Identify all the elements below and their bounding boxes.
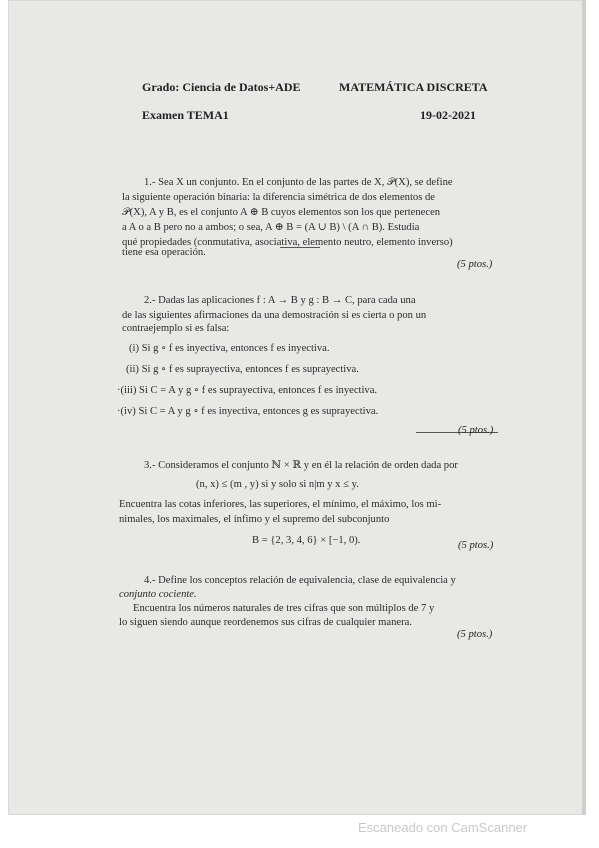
q3-line: Encuentra las cotas inferiores, las superiores, el mínimo, el máximo, los mi-: [119, 499, 442, 510]
q3-line: 3.- Consideramos el conjunto ℕ × ℝ y en él la relación de orden dada por: [144, 460, 458, 471]
q3-formula: B = {2, 3, 4, 6} × [−1, 0).: [252, 535, 361, 546]
degree-title: Grado: Ciencia de Datos+ADE: [142, 80, 301, 94]
q2-item: (i) Si g ∘ f es inyectiva, entonces f es inyectiva.: [129, 343, 330, 354]
q4-line: lo siguen siendo aunque reordenemos sus cifras de cualquier manera.: [119, 617, 412, 628]
q1-line: 1.- Sea X un conjunto. En el conjunto de las partes de X, 𝒫(X), se define: [144, 177, 453, 188]
q1-line: a A o a B pero no a ambos; o sea, A ⊕ B = (A ∪ B) \ (A ∩ B). Estudia: [122, 222, 420, 233]
q2-item: ·(iv) Si C = A y g ∘ f es inyectiva, entonces g es suprayectiva.: [117, 406, 379, 417]
q1-points: (5 ptos.): [457, 259, 493, 270]
course-title: MATEMÁTICA DISCRETA: [339, 80, 488, 94]
q2-item: ·(iii) Si C = A y g ∘ f es suprayectiva, entonces f es inyectiva.: [117, 385, 378, 396]
q2-points: (5 ptos.): [458, 425, 494, 436]
exam-title: Examen TEMA1: [142, 108, 229, 122]
pen-underline: [280, 247, 320, 248]
exam-date: 19-02-2021: [420, 108, 476, 122]
q3-line: nimales, los maximales, el ínfimo y el supremo del subconjunto: [119, 514, 390, 525]
q1-line: tiene esa operación.: [122, 247, 206, 258]
q4-line: Encuentra los números naturales de tres cifras que son múltiplos de 7 y: [133, 603, 435, 614]
exam-sheet: [8, 0, 586, 815]
q3-points: (5 ptos.): [458, 540, 494, 551]
q4-points: (5 ptos.): [457, 629, 493, 640]
q2-line: contraejemplo si es falsa:: [122, 323, 230, 334]
q1-line: 𝒫(X), A y B, es el conjunto A ⊕ B cuyos elementos son los que pertenecen: [122, 207, 441, 218]
q1-line: la siguiente operación binaria: la diferencia simétrica de dos elementos de: [122, 192, 435, 203]
q2-line: de las siguientes afirmaciones da una demostración si es cierta o pon un: [122, 310, 427, 321]
q2-line: 2.- Dadas las aplicaciones f : A → B y g : B → C, para cada una: [144, 295, 416, 306]
q4-line: 4.- Define los conceptos relación de equivalencia, clase de equivalencia y: [144, 575, 456, 586]
q2-item: (ii) Si g ∘ f es suprayectiva, entonces f es suprayectiva.: [126, 364, 359, 375]
q3-formula: (n, x) ≤ (m , y) si y solo si n|m y x ≤ y.: [196, 479, 359, 490]
q1-line: qué propiedades (conmutativa, asociativa, elemento neutro, elemento inverso): [122, 237, 453, 248]
q4-line: conjunto cociente.: [119, 589, 197, 600]
scanner-watermark: Escaneado con CamScanner: [358, 820, 528, 835]
